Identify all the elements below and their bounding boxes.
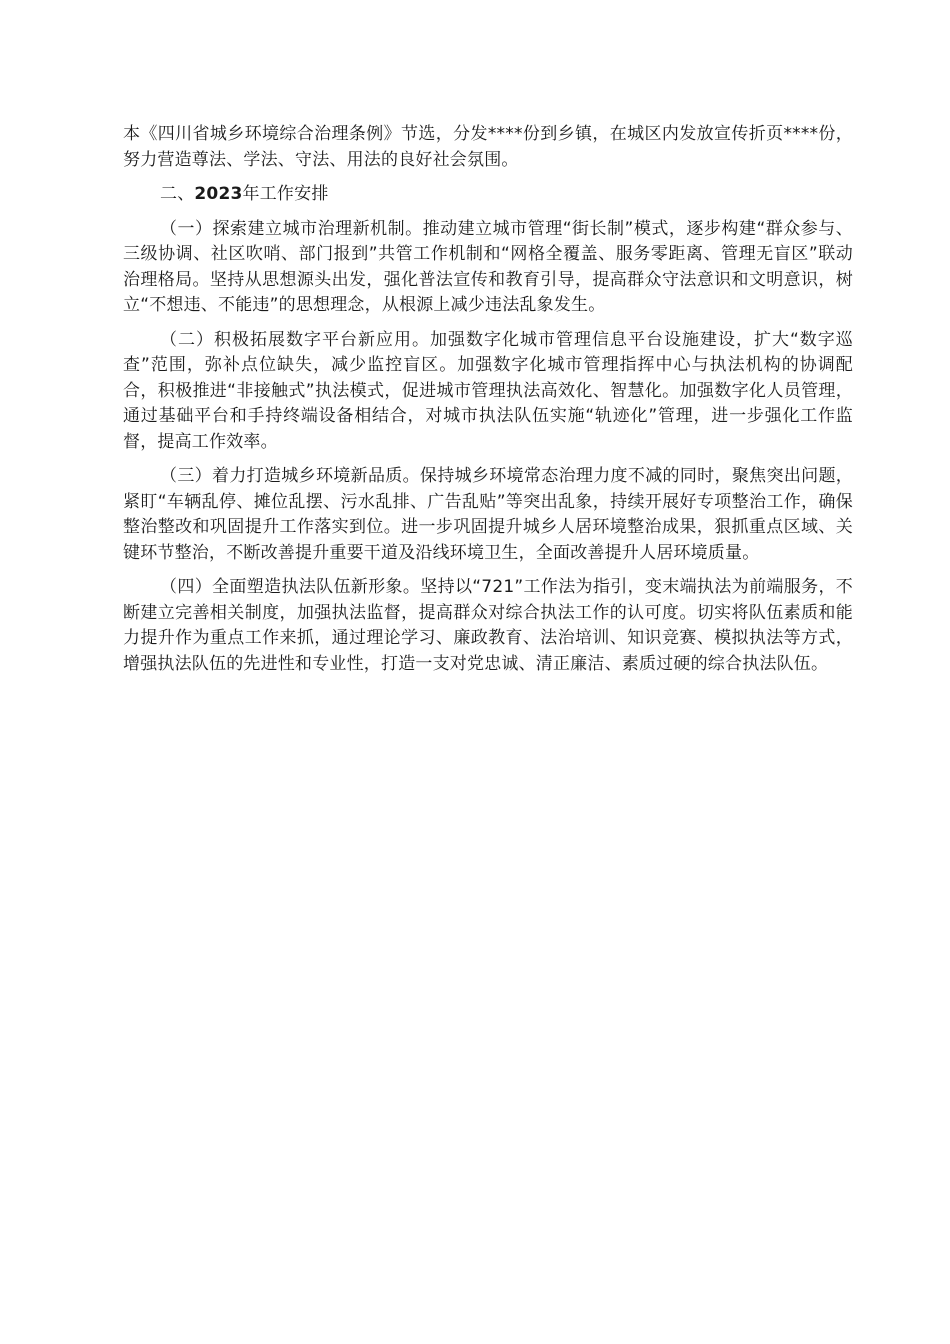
paragraph-3: （三）着力打造城乡环境新品质。保持城乡环境常态治理力度不减的同时，聚焦突出问题，紧盯“车辆乱停、摊位乱摆、污水乱排、广告乱贴”等突出乱象，持续开展好专项整治工作，确保整治整改和巩固提升工作落实到位。进一步巩固提升城乡人居环境整治成果，狠抓重点区域、关键环节整治，不断改善提升重要干道及沿线环境卫生，全面改善提升人居环境质量。 [123,466,853,563]
document-body [123,122,853,686]
section-heading-suffix: 年工作安排 [242,184,329,204]
section-heading [123,182,853,208]
paragraph-1: （一）探索建立城市治理新机制。推动建立城市管理“街长制”模式，逐步构建“群众参与、三级协调、社区吹哨、部门报到”共管工作机制和“网格全覆盖、服务零距离、管理无盲区”联动治理格局。坚持从思想源头出发，强化普法宣传和教育引导，提高群众守法意识和文明意识，树立“不想违、不能违”的思想理念，从根源上减少违法乱象发生。 [123,218,853,315]
section-heading-prefix: 二、 [160,184,195,204]
intro-paragraph: 本《四川省城乡环境综合治理条例》节选，分发****份到乡镇，在城区内发放宣传折页****份，努力营造尊法、学法、守法、用法的良好社会氛围。 [123,124,853,170]
paragraph-2: （二）积极拓展数字平台新应用。加强数字化城市管理信息平台设施建设，扩大“数字巡查”范围，弥补点位缺失，减少监控盲区。加强数字化城市管理指挥中心与执法机构的协调配合，积极推进“非接触式”执法模式，促进城市管理执法高效化、智慧化。加强数字化人员管理，通过基础平台和手持终端设备相结合，对城市执法队伍实施“轨迹化”管理，进一步强化工作监督，提高工作效率。 [123,329,853,452]
section-heading-year: 2023 [194,184,243,204]
paragraph-4: （四）全面塑造执法队伍新形象。坚持以“721”工作法为指引，变末端执法为前端服务，不断建立完善相关制度，加强执法监督，提高群众对综合执法工作的认可度。切实将队伍素质和能力提升作为重点工作来抓，通过理论学习、廉政教育、法治培训、知识竞赛、模拟执法等方式，增强执法队伍的先进性和专业性，打造一支对党忠诚、清正廉洁、素质过硬的综合执法队伍。 [123,577,853,674]
